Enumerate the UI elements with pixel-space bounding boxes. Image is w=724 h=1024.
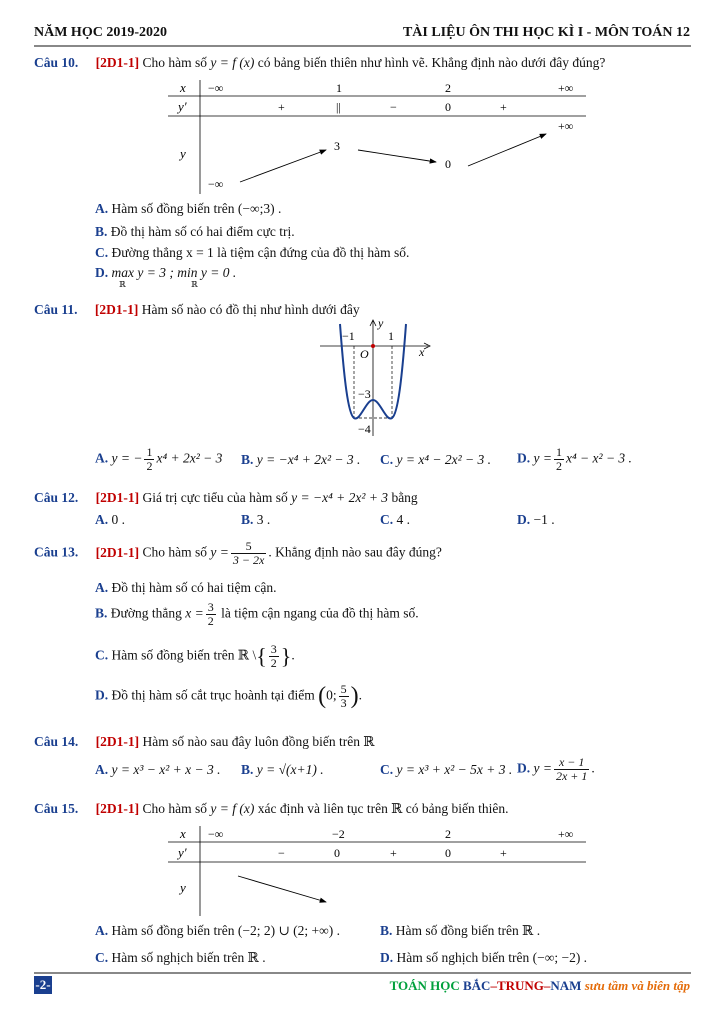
- option-text: Đường thẳng x = 1 là tiệm cận đứng của đồ thị hàm số.: [111, 245, 410, 260]
- option-text: là tiệm cận ngang của đồ thị hàm số.: [221, 605, 419, 621]
- page-number: -2-: [35, 977, 51, 992]
- numerator: 1: [146, 445, 153, 459]
- question-tag: [2D1-1]: [95, 490, 140, 505]
- numerator: 5: [340, 682, 347, 696]
- option-label: A.: [95, 762, 109, 777]
- x-val: −∞: [208, 81, 224, 95]
- question-stem: Hàm số nào có đồ thị như hình dưới đây: [141, 302, 360, 317]
- denominator: 2: [270, 656, 277, 670]
- tick-label: −4: [358, 422, 371, 436]
- fraction: [231, 540, 266, 567]
- set-expr: ℝ \: [237, 647, 257, 663]
- option-text: Hàm số nghịch biến trên ℝ .: [111, 950, 266, 965]
- arrow-up: [240, 150, 326, 182]
- y-val: +∞: [558, 119, 574, 133]
- paren: (: [318, 683, 327, 709]
- option-text: −1 .: [533, 512, 555, 527]
- x-val: 2: [445, 827, 451, 841]
- fraction: [206, 601, 216, 628]
- option-b[interactable]: [95, 224, 295, 240]
- yprime-sign: 0: [445, 846, 451, 860]
- question-number: Câu 11.: [34, 302, 78, 317]
- option-text: Hàm số đồng biến trên (−∞;3) .: [111, 201, 282, 216]
- yprime-sign: −: [390, 100, 397, 114]
- max-expr: max y = 3 ;: [111, 265, 174, 280]
- x-label: x: [180, 80, 186, 95]
- option-a[interactable]: [95, 923, 340, 939]
- option-c[interactable]: [380, 512, 410, 528]
- option-text: 4 .: [396, 512, 410, 527]
- yprime-sign: ||: [336, 100, 341, 114]
- question-number: Câu 12.: [34, 490, 79, 505]
- question-stem: Hàm số nào sau đây luôn đồng biến trên ℝ: [142, 734, 375, 749]
- numerator: 1: [555, 445, 562, 459]
- y-val: −∞: [208, 177, 224, 191]
- denominator: 3: [340, 696, 347, 710]
- brand-part: sưu tầm và biên tập: [581, 978, 690, 993]
- option-label: B.: [241, 452, 254, 467]
- question-13: [34, 540, 442, 567]
- function-expr: y = −x⁴ + 2x² + 3: [291, 490, 389, 505]
- option-a[interactable]: [95, 512, 125, 528]
- option-label: B.: [95, 224, 108, 239]
- question-stem: Cho hàm số: [142, 55, 208, 70]
- fraction: [269, 643, 279, 670]
- yprime-sign: +: [278, 100, 285, 114]
- option-label: C.: [380, 512, 394, 527]
- axis-y-label: y: [378, 318, 384, 330]
- question-number: Câu 15.: [34, 801, 79, 816]
- yprime-sign: 0: [445, 100, 451, 114]
- option-text: Đồ thị hàm số có hai tiệm cận.: [111, 580, 277, 595]
- option-label: C.: [380, 452, 394, 467]
- option-text: Đường thẳng: [110, 605, 182, 621]
- question-10: [34, 55, 694, 71]
- option-label: D.: [517, 760, 531, 776]
- function-expr: y = f (x): [210, 801, 255, 816]
- yprime-label: y′: [178, 99, 187, 114]
- option-text: Đồ thị hàm số có hai điểm cực trị.: [110, 224, 295, 239]
- option-expr: x⁴ + 2x² − 3: [156, 450, 223, 466]
- tick-label: −3: [358, 387, 371, 401]
- option-label: D.: [517, 512, 531, 527]
- tick-label: −1: [342, 329, 355, 343]
- option-b[interactable]: [380, 923, 540, 939]
- tick-label: 1: [388, 329, 394, 343]
- option-b[interactable]: [95, 601, 419, 628]
- option-b[interactable]: [241, 452, 360, 468]
- y-val: 0: [445, 157, 451, 171]
- option-b[interactable]: [241, 762, 324, 778]
- numerator: 3: [270, 642, 277, 656]
- option-label: C.: [95, 647, 109, 663]
- question-tag: [2D1-1]: [95, 734, 140, 749]
- option-text: Hàm số đồng biến trên (−2; 2) ∪ (2; +∞) .: [111, 923, 340, 938]
- question-15: [34, 801, 509, 817]
- question-stem-rest: có bảng biến thiên như hình vẽ. Khẳng định nào dưới đây đúng?: [257, 55, 606, 70]
- min-expr: min y = 0 .: [177, 265, 237, 280]
- option-expr: y =: [533, 760, 552, 776]
- option-expr: y = −x⁴ + 2x² − 3 .: [256, 452, 361, 467]
- option-expr: y = x³ + x² − 5x + 3 .: [396, 762, 513, 777]
- arrow-down: [358, 150, 436, 162]
- y-label: y: [180, 880, 186, 895]
- option-expr: y = x³ − x² + x − 3 .: [111, 762, 221, 777]
- x-val: +∞: [558, 827, 574, 841]
- numerator: 3: [207, 600, 214, 614]
- option-label: B.: [241, 512, 254, 527]
- numerator: 5: [231, 540, 266, 554]
- x-val: 1: [336, 81, 342, 95]
- function-expr: y = f (x): [210, 55, 255, 70]
- option-label: A.: [95, 201, 109, 216]
- option-text: Hàm số đồng biến trên ℝ .: [395, 923, 541, 938]
- option-c[interactable]: [380, 452, 491, 468]
- option-expr: y =: [533, 450, 552, 466]
- option-c[interactable]: [380, 762, 512, 778]
- denominator: 2: [146, 459, 153, 473]
- brand-part: –TRUNG–: [490, 978, 551, 993]
- denominator: 2: [207, 614, 214, 628]
- option-d[interactable]: D. Đồ thị hàm số cắt trục hoành tại điểm (0; $\frac{5}{3}$ ).: [95, 682, 362, 710]
- option-a[interactable]: [95, 446, 222, 473]
- y-val: 3: [334, 139, 340, 153]
- question-tag: [2D1-1]: [95, 55, 140, 70]
- x-val: −2: [332, 827, 345, 841]
- option-text: 3 .: [256, 512, 271, 527]
- question-stem-rest: bằng: [391, 490, 418, 505]
- option-c[interactable]: C. Hàm số đồng biến trên ℝ \{ $\frac{3}{2}$ }.: [95, 642, 295, 670]
- option-label: A.: [95, 580, 109, 595]
- x-val: −∞: [208, 827, 224, 841]
- brand-part: NAM: [550, 978, 582, 993]
- option-c[interactable]: [95, 245, 409, 261]
- option-label: B.: [241, 762, 254, 777]
- footer-brand: [390, 978, 690, 994]
- variation-table-q10: [168, 78, 588, 196]
- option-a[interactable]: [95, 201, 281, 217]
- option-d[interactable]: D. y = $\frac{x - 1}{2x + 1}$ .: [517, 755, 595, 783]
- option-expr: x⁴ − x² − 3 .: [565, 450, 632, 466]
- x-label: x: [180, 826, 186, 841]
- option-label: D.: [95, 265, 109, 280]
- yprime-sign: −: [278, 846, 285, 860]
- fraction: [339, 683, 349, 710]
- option-label: B.: [380, 923, 393, 938]
- yprime-label: y′: [178, 845, 187, 860]
- brand-part: TOÁN HỌC: [389, 978, 463, 993]
- footer-divider: [34, 972, 691, 974]
- function-graph-q11: [318, 318, 434, 436]
- axis-x-label: x: [419, 345, 425, 359]
- point-expr: 0;: [326, 687, 337, 703]
- yprime-sign: +: [390, 846, 397, 860]
- question-stem-rest: xác định và liên tục trên ℝ có bảng biến thiên.: [257, 801, 509, 816]
- fraction: [554, 446, 564, 473]
- denominator: 2x + 1: [555, 769, 588, 783]
- arrow-up: [468, 134, 546, 166]
- question-stem-rest: . Khẳng định nào sau đây đúng?: [268, 544, 442, 560]
- option-a[interactable]: [95, 580, 276, 596]
- option-label: D.: [95, 687, 109, 703]
- question-number: Câu 14.: [34, 734, 79, 749]
- option-c[interactable]: [95, 950, 266, 966]
- option-expr: x =: [185, 605, 204, 621]
- option-label: A.: [95, 512, 109, 527]
- question-stem: Giá trị cực tiểu của hàm số: [142, 490, 288, 505]
- option-expr: y = x⁴ − 2x² − 3 .: [396, 452, 492, 467]
- x-val: +∞: [558, 81, 574, 95]
- brand-part: BẮC: [463, 978, 491, 993]
- question-stem: Cho hàm số: [142, 544, 208, 560]
- function-expr: y =: [210, 544, 229, 560]
- brace: {: [256, 643, 267, 669]
- fraction: [144, 446, 154, 473]
- question-number: Câu 13.: [34, 544, 79, 560]
- header-left: NĂM HỌC 2019-2020: [34, 25, 167, 40]
- option-expr: y = −: [111, 450, 143, 466]
- question-stem: Cho hàm số: [142, 801, 208, 816]
- option-a[interactable]: [95, 762, 221, 778]
- option-d[interactable]: [517, 512, 555, 528]
- header-divider: [34, 45, 691, 47]
- option-label: D.: [517, 450, 531, 466]
- option-b[interactable]: [241, 512, 270, 528]
- option-text: Đồ thị hàm số cắt trục hoành tại điểm: [111, 687, 315, 703]
- origin-label: O: [360, 347, 369, 361]
- variation-table-q15: [168, 824, 588, 918]
- question-number: Câu 10.: [34, 55, 79, 70]
- subscript-r: ℝ: [119, 280, 126, 289]
- question-14: [34, 734, 375, 750]
- question-tag: [2D1-1]: [95, 801, 140, 816]
- option-label: C.: [95, 245, 109, 260]
- header-right: TÀI LIỆU ÔN THI HỌC KÌ I - MÔN TOÁN 12: [402, 25, 690, 40]
- y-label: y: [180, 146, 186, 161]
- brace: }: [280, 643, 292, 669]
- numerator: x − 1: [554, 756, 589, 770]
- paren: ): [350, 683, 359, 709]
- option-text: 0 .: [111, 512, 125, 527]
- option-label: C.: [380, 762, 394, 777]
- yprime-sign: +: [500, 100, 507, 114]
- subscript-r: ℝ: [191, 280, 198, 289]
- option-d[interactable]: [95, 265, 237, 289]
- option-label: D.: [380, 950, 394, 965]
- question-11: [34, 302, 360, 318]
- option-text: Hàm số nghịch biến trên (−∞; −2) .: [396, 950, 588, 965]
- denominator: 2: [555, 459, 562, 473]
- option-text: Hàm số đồng biến trên: [111, 647, 235, 663]
- arrow-down: [238, 876, 326, 902]
- option-d[interactable]: [380, 950, 587, 966]
- yprime-sign: +: [500, 846, 507, 860]
- question-12: [34, 490, 418, 506]
- option-d[interactable]: [517, 446, 632, 473]
- option-label: A.: [95, 450, 109, 466]
- option-label: C.: [95, 950, 109, 965]
- denominator: 3 − 2x: [232, 553, 265, 567]
- question-tag: [2D1-1]: [94, 302, 139, 317]
- option-label: B.: [95, 605, 108, 621]
- option-label: A.: [95, 923, 109, 938]
- question-tag: [2D1-1]: [95, 544, 140, 560]
- option-expr: y = √(x+1) .: [256, 762, 324, 777]
- fraction: [554, 756, 589, 783]
- yprime-sign: 0: [334, 846, 340, 860]
- x-val: 2: [445, 81, 451, 95]
